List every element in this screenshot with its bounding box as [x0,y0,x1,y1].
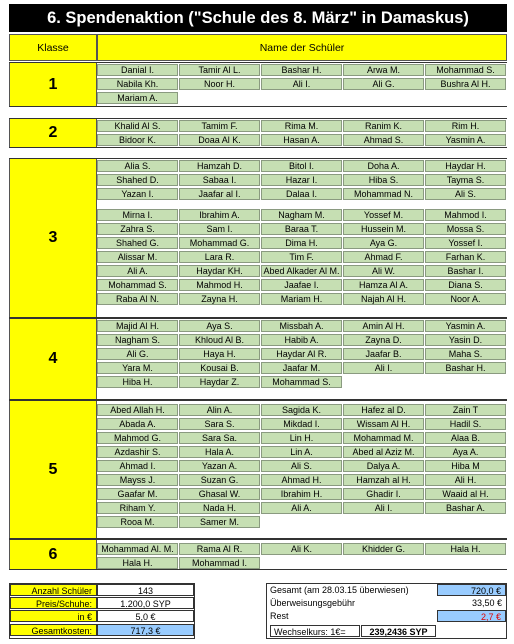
class-separator [9,158,507,159]
student-name-cell: Hiba S. [343,174,424,186]
class-label: 2 [9,118,97,148]
student-name-cell: Mohammad G. [179,237,260,249]
student-name-cell: Yazan A. [179,460,260,472]
student-name-cell: Jaafae I. [261,279,342,291]
student-name-cell: Diana S. [425,279,506,291]
student-name-cell: Haydar Z. [179,376,260,388]
student-name-cell: Hamzah al H. [343,474,424,486]
student-name-cell: Hazar I. [261,174,342,186]
header-names: Name der Schüler [97,34,507,61]
student-name-cell: Jaafar B. [343,348,424,360]
class-separator [9,106,507,107]
student-name-cell: Ahmad F. [343,251,424,263]
rest-label: Rest [270,611,289,621]
student-name-cell: Alin A. [179,404,260,416]
student-name-cell: Ali I. [261,78,342,90]
student-name-cell: Ali A. [261,502,342,514]
class-separator [9,62,507,63]
student-name-cell: Raba Al N. [97,293,178,305]
student-name-cell: Yasmin A. [425,134,506,146]
student-name-cell: Riham Y. [97,502,178,514]
student-name-cell: Dima H. [261,237,342,249]
student-name-cell: Sara Sa. [179,432,260,444]
student-name-cell: Bashar H. [425,362,506,374]
student-name-cell: Ali A. [97,265,178,277]
class-separator [9,569,507,570]
student-name-cell: Alaa B. [425,432,506,444]
student-name-cell: Hiba H. [97,376,178,388]
class-label: 6 [9,539,97,570]
student-name-cell: Aya A. [425,446,506,458]
student-name-cell: Sara S. [179,418,260,430]
student-name-cell: Haydar KH. [179,265,260,277]
gebuehr-value: 33,50 € [471,598,502,608]
student-name-cell: Waaid al H. [425,488,506,500]
class-separator [9,318,507,319]
student-name-cell: Khalid Al S. [97,120,178,132]
student-name-cell: Ibrahim H. [261,488,342,500]
student-name-cell: Baraa T. [261,223,342,235]
student-name-cell: Nagham M. [261,209,342,221]
student-name-cell: Hussein M. [343,223,424,235]
gesamt-am-value: 720,0 € [437,584,506,596]
student-name-cell: Ali K. [261,543,342,555]
student-name-cell: Lin H. [261,432,342,444]
student-name-cell: Aya S. [179,320,260,332]
student-name-cell: Rima M. [261,120,342,132]
preis-value: 1.200,0 SYP [97,597,194,609]
student-name-cell: Yazan I. [97,188,178,200]
student-name-cell: Shahed G. [97,237,178,249]
student-name-cell: Suzan G. [179,474,260,486]
ineuro-label: in € [10,610,97,622]
student-name-cell: Nagham S. [97,334,178,346]
student-name-cell: Lara R. [179,251,260,263]
student-name-cell: Zain T [425,404,506,416]
student-name-cell: Rama Al R. [179,543,260,555]
student-name-cell: Dalaa I. [261,188,342,200]
student-name-cell: Sagida K. [261,404,342,416]
student-name-cell: Rooa M. [97,516,178,528]
student-name-cell: Mahmod G. [97,432,178,444]
student-name-cell: Nabila Kh. [97,78,178,90]
student-name-cell: Azdashir S. [97,446,178,458]
student-name-cell: Abed Alkader Al M. [261,265,342,277]
student-name-cell: Ali I. [343,502,424,514]
student-name-cell: Ali W. [343,265,424,277]
student-name-cell: Tamir Al L. [179,64,260,76]
student-name-cell: Ghadir I. [343,488,424,500]
class-label: 4 [9,318,97,400]
student-name-cell: Ahmad I. [97,460,178,472]
student-name-cell: Farhan K. [425,251,506,263]
student-name-cell: Ali S. [261,460,342,472]
student-name-cell: Mohammad M. [343,432,424,444]
student-name-cell: Mikdad I. [261,418,342,430]
student-name-cell: Hiba M [425,460,506,472]
student-name-cell: Jaafar M. [261,362,342,374]
anzahl-value: 143 [97,584,194,596]
student-name-cell: Hasan A. [261,134,342,146]
student-name-cell: Hamzah D. [179,160,260,172]
student-name-cell: Tayma S. [425,174,506,186]
student-name-cell: Jaafar al I. [179,188,260,200]
student-name-cell: Majid Al H. [97,320,178,332]
class-label: 1 [9,62,97,107]
student-name-cell: Haydar H. [425,160,506,172]
student-name-cell: Ali H. [425,474,506,486]
preis-label: Preis/Schuhe: [10,597,97,609]
student-name-cell: Yasmin A. [425,320,506,332]
student-name-cell: Abed al Aziz M. [343,446,424,458]
student-name-cell: Kousai B. [179,362,260,374]
student-name-cell: Arwa M. [343,64,424,76]
student-name-cell: Mossa S. [425,223,506,235]
student-name-cell: Haya H. [179,348,260,360]
page-title: 6. Spendenaktion ("Schule des 8. März" in Damaskus) [9,4,507,32]
student-name-cell: Mohammad N. [343,188,424,200]
student-name-cell: Hala A. [179,446,260,458]
student-name-cell: Ahmad S. [343,134,424,146]
student-name-cell: Mohammad I. [179,557,260,569]
student-name-cell: Hafez al D. [343,404,424,416]
student-name-cell: Najah Al H. [343,293,424,305]
student-name-cell: Samer M. [179,516,260,528]
student-name-cell: Alissar M. [97,251,178,263]
student-name-cell: Mariam H. [261,293,342,305]
student-name-cell: Hala H. [425,543,506,555]
student-name-cell: Haydar Al R. [261,348,342,360]
student-name-cell: Mahmod H. [179,279,260,291]
gesamt-am-label: Gesamt (am 28.03.15 überwiesen) [270,585,409,595]
student-name-cell: Hala H. [97,557,178,569]
student-name-cell: Yara M. [97,362,178,374]
student-name-cell: Noor H. [179,78,260,90]
header-klasse: Klasse [9,34,97,61]
gebuehr-label: Überweisungsgebühr [270,598,356,608]
kurs-value: 239,2436 SYP [361,625,436,637]
class-label: 3 [9,158,97,318]
student-name-cell: Mohammad S. [425,64,506,76]
student-name-cell: Bashar I. [425,265,506,277]
student-name-cell: Tim F. [261,251,342,263]
student-name-cell: Ali G. [343,78,424,90]
ineuro-value: 5,0 € [97,610,194,622]
student-name-cell: Missbah A. [261,320,342,332]
student-name-cell: Ali I. [343,362,424,374]
student-name-cell: Khloud Al B. [179,334,260,346]
student-name-cell: Sam I. [179,223,260,235]
student-name-cell: Mirna I. [97,209,178,221]
class-separator [9,118,507,119]
kurs-label: Wechselkurs: 1€= [270,625,360,637]
student-name-cell: Dalya A. [343,460,424,472]
student-name-cell: Bashar A. [425,502,506,514]
student-name-cell: Bidoor K. [97,134,178,146]
student-name-cell: Amin Al H. [343,320,424,332]
student-name-cell: Shahed D. [97,174,178,186]
student-name-cell: Abed Allah H. [97,404,178,416]
class-separator [9,147,507,148]
class-separator [9,400,507,401]
student-name-cell: Yasin D. [425,334,506,346]
student-name-cell: Aya G. [343,237,424,249]
student-name-cell: Danial I. [97,64,178,76]
student-name-cell: Nada H. [179,502,260,514]
student-name-cell: Alia S. [97,160,178,172]
student-name-cell: Bushra Al H. [425,78,506,90]
student-name-cell: Ibrahim A. [179,209,260,221]
rest-value: 2,7 € [437,610,506,622]
gesamt-label: Gesamtkosten: [10,624,97,636]
student-name-cell: Gaafar M. [97,488,178,500]
student-name-cell: Ranim K. [343,120,424,132]
student-name-cell: Maha S. [425,348,506,360]
student-name-cell: Noor A. [425,293,506,305]
student-name-cell: Yossef M. [343,209,424,221]
gesamt-value: 717,3 € [97,624,194,636]
student-name-cell: Mohammad S. [261,376,342,388]
student-name-cell: Mariam A. [97,92,178,104]
student-name-cell: Wissam Al H. [343,418,424,430]
student-name-cell: Zahra S. [97,223,178,235]
student-name-cell: Habib A. [261,334,342,346]
student-name-cell: Mohammad Al. M. [97,543,178,555]
student-name-cell: Zayna H. [179,293,260,305]
student-name-cell: Bashar H. [261,64,342,76]
student-name-cell: Mohammad S. [97,279,178,291]
student-name-cell: Ali G. [97,348,178,360]
student-name-cell: Ahmad H. [261,474,342,486]
student-name-cell: Mayss J. [97,474,178,486]
student-name-cell: Mahmod I. [425,209,506,221]
student-name-cell: Doha A. [343,160,424,172]
student-name-cell: Doaa Al K. [179,134,260,146]
student-name-cell: Ghasal W. [179,488,260,500]
student-name-cell: Ali S. [425,188,506,200]
student-name-cell: Bitol I. [261,160,342,172]
student-name-cell: Hadil S. [425,418,506,430]
student-name-cell: Yossef I. [425,237,506,249]
student-name-cell: Rim H. [425,120,506,132]
student-name-cell: Khidder G. [343,543,424,555]
class-separator [9,539,507,540]
student-name-cell: Abada A. [97,418,178,430]
student-name-cell: Zayna D. [343,334,424,346]
student-name-cell: Tamim F. [179,120,260,132]
student-name-cell: Hamza Al A. [343,279,424,291]
student-name-cell: Sabaa I. [179,174,260,186]
class-label: 5 [9,400,97,539]
student-name-cell: Lin A. [261,446,342,458]
anzahl-label: Anzahl Schüler [10,584,97,596]
